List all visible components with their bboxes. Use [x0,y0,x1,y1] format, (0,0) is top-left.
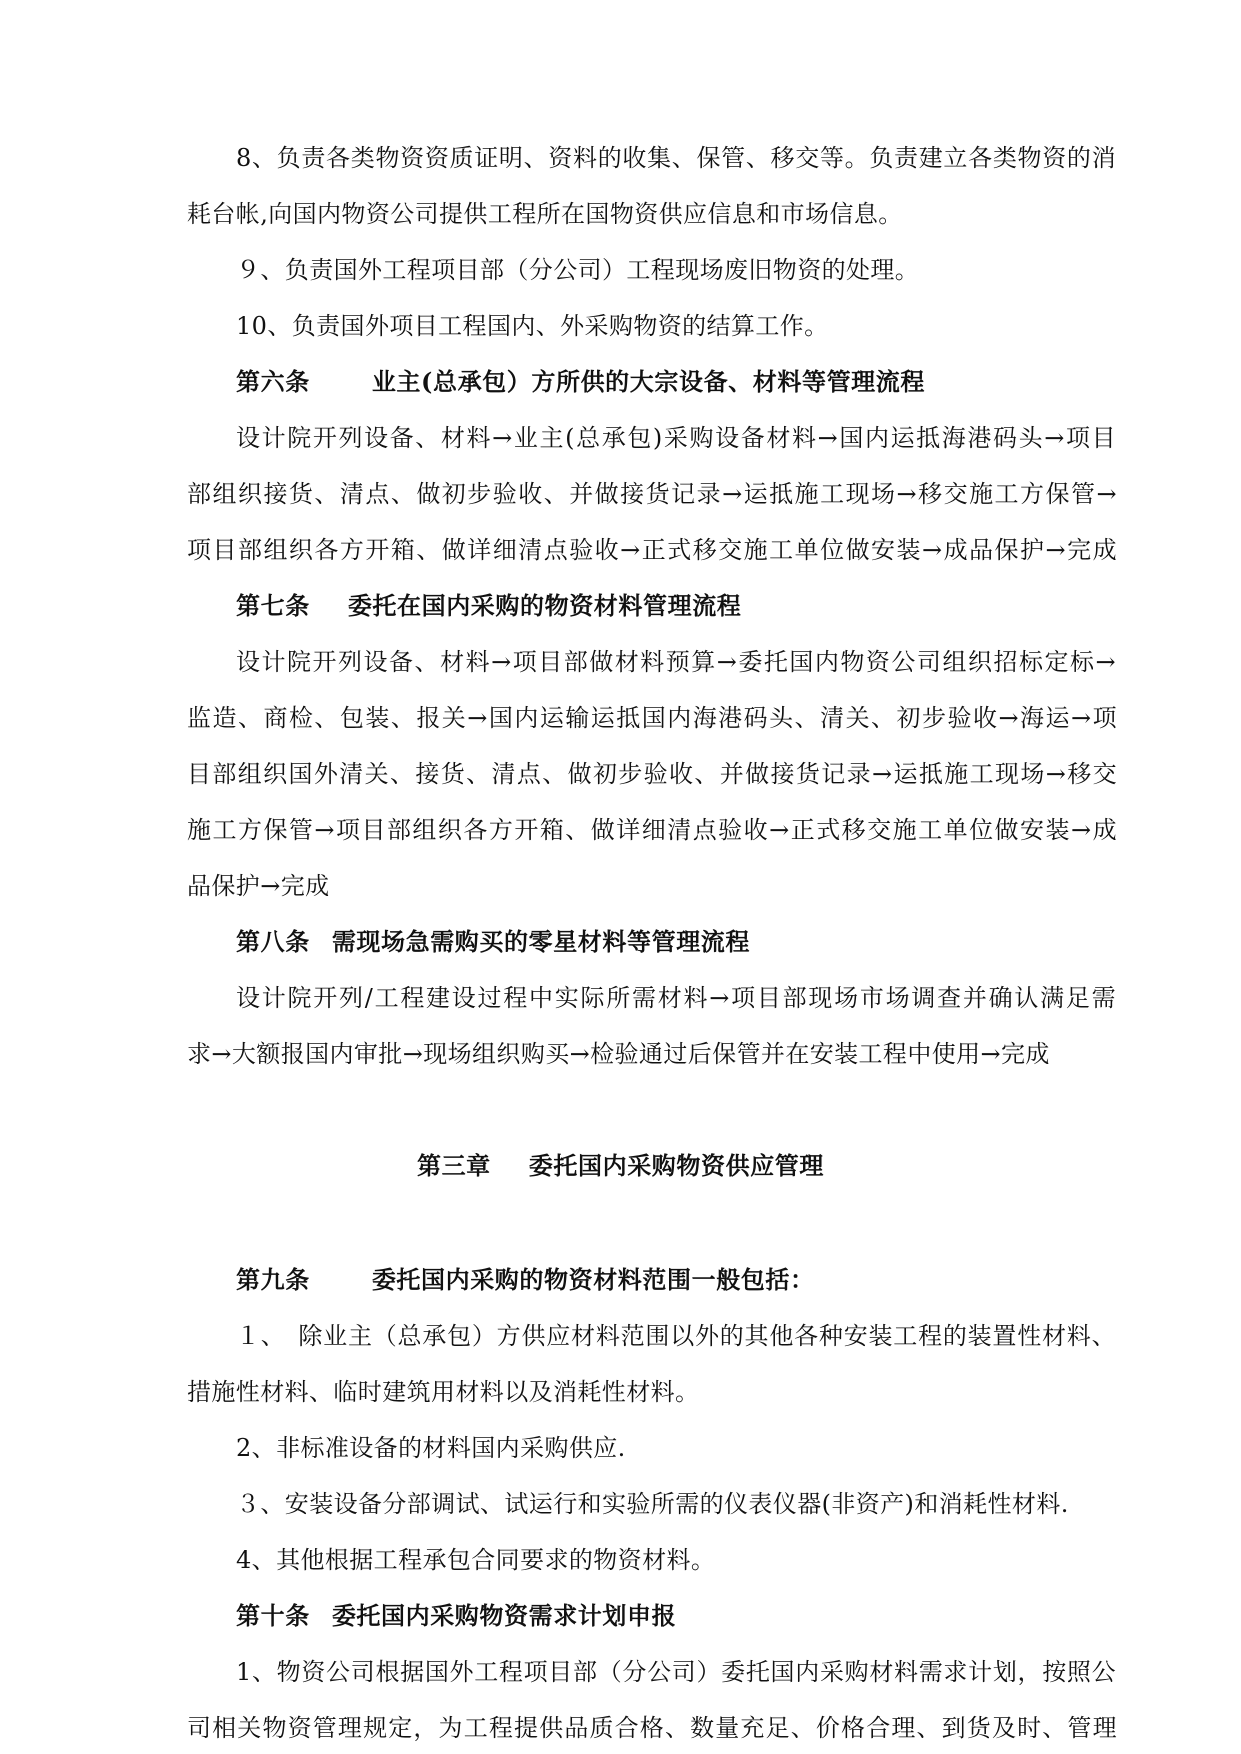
article6-line1: 设计院开列设备、材料→业主(总承包)采购设备材料→国内运抵海港码头→项目 [236,424,1116,452]
article10-heading [236,1600,1116,1632]
item9: ９、负责国外工程项目部（分公司）工程现场废旧物资的处理。 [236,256,920,284]
article6-line2: 部组织接货、清点、做初步验收、并做接货记录→运抵施工现场→移交施工方保管→ [187,480,1117,508]
article9-item1-line2: 措施性材料、临时建筑用材料以及消耗性材料。 [187,1378,700,1406]
article8-heading [236,926,1116,958]
article6-title: 业主(总承包）方所供的大宗设备、材料等管理流程 [371,367,925,396]
article9-title: 委托国内采购的物资材料范围一般包括： [371,1265,815,1294]
article7-title: 委托在国内采购的物资材料管理流程 [347,591,742,620]
article6-line3: 项目部组织各方开箱、做详细清点验收→正式移交施工单位做安装→成品保护→完成 [187,536,1117,564]
article7-number: 第七条 [236,591,310,620]
article6-number: 第六条 [236,367,310,396]
article7-line4: 施工方保管→项目部组织各方开箱、做详细清点验收→正式移交施工单位做安装→成 [187,816,1117,844]
article8-line2: 求→大额报国内审批→现场组织购买→检验通过后保管并在安装工程中使用→完成 [187,1040,1050,1068]
article8-title: 需现场急需购买的零星材料等管理流程 [331,927,751,956]
chapter3-number: 第三章 [416,1151,491,1180]
item8-line2: 耗台帐,向国内物资公司提供工程所在国物资供应信息和市场信息。 [187,200,903,228]
article9-item1-line1: １、 除业主（总承包）方供应材料范围以外的其他各种安装工程的装置性材料、 [236,1322,1116,1350]
article7-line2: 监造、商检、包装、报关→国内运输运抵国内海港码头、清关、初步验收→海运→项 [187,704,1117,732]
article10-title: 委托国内采购物资需求计划申报 [331,1601,677,1630]
article9-item3: ３、安装设备分部调试、试运行和实验所需的仪表仪器(非资产)和消耗性材料. [236,1490,1069,1518]
article9-item4: 4、其他根据工程承包合同要求的物资材料。 [236,1546,716,1574]
chapter3-heading [0,1150,1241,1182]
article10-item1-line2: 司相关物资管理规定，为工程提供品质合格、数量充足、价格合理、到货及时、管理 [187,1714,1117,1742]
article7-line5: 品保护→完成 [187,872,330,900]
article8-line1: 设计院开列/工程建设过程中实际所需材料→项目部现场市场调查并确认满足需 [236,984,1116,1012]
article8-number: 第八条 [236,927,310,956]
article7-line1: 设计院开列设备、材料→项目部做材料预算→委托国内物资公司组织招标定标→ [236,648,1116,676]
article10-item1-line1: 1、物资公司根据国外工程项目部（分公司）委托国内采购材料需求计划，按照公 [236,1658,1116,1686]
article10-number: 第十条 [236,1601,310,1630]
item8-line1: 8、负责各类物资资质证明、资料的收集、保管、移交等。负责建立各类物资的消 [236,144,1116,172]
article6-heading [236,366,1116,398]
item10: 10、负责国外项目工程国内、外采购物资的结算工作。 [236,312,829,340]
article9-heading [236,1264,1116,1296]
article7-line3: 目部组织国外清关、接货、清点、做初步验收、并做接货记录→运抵施工现场→移交 [187,760,1117,788]
article9-item2: 2、非标准设备的材料国内采购供应. [236,1434,626,1462]
article7-heading [236,590,1116,622]
article9-number: 第九条 [236,1265,310,1294]
chapter3-title: 委托国内采购物资供应管理 [528,1151,824,1180]
